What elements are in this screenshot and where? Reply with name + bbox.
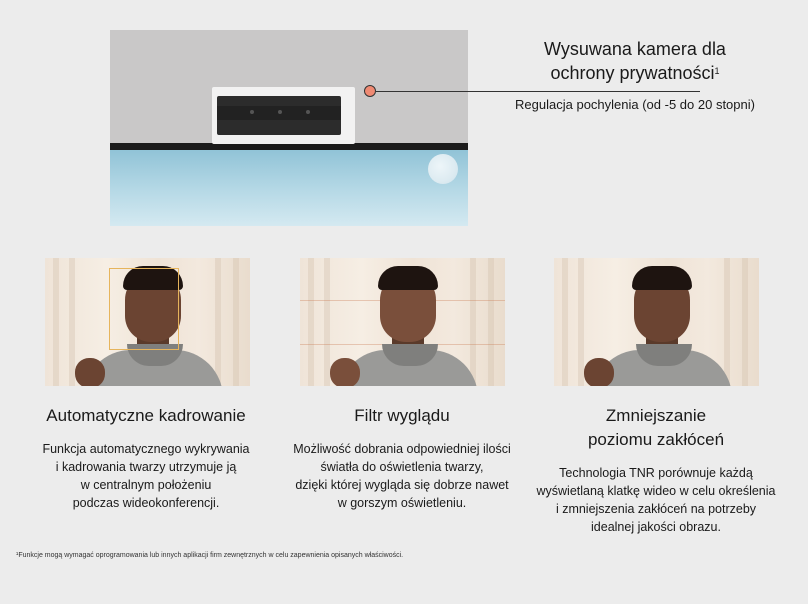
hero-title bbox=[470, 37, 800, 85]
camera-lens-icon bbox=[306, 110, 310, 114]
appearance-filter-photo bbox=[300, 258, 505, 386]
camera-lens-icon bbox=[250, 110, 254, 114]
feature-title-appearance-filter: Filtr wyglądu bbox=[354, 406, 450, 425]
noise-reduction-photo bbox=[554, 258, 759, 386]
moon-graphic bbox=[428, 154, 458, 184]
auto-framing-photo bbox=[45, 258, 250, 386]
feature-title-auto-framing: Automatyczne kadrowanie bbox=[46, 406, 246, 425]
hero-title-line2: ochrony prywatności$^1$ bbox=[550, 63, 720, 83]
hero-subtitle: Regulacja pochylenia (od -5 do 20 stopni) bbox=[515, 97, 755, 112]
callout-line bbox=[376, 91, 700, 92]
screen-sky bbox=[110, 148, 468, 226]
footnote-marker: 1 bbox=[714, 66, 720, 76]
feature-desc-noise-reduction: Technologia TNR porównuje każdą wyświetlaną klatkę wideo w celu określenia i zmniejszenia zakłóceń na potrzeby idealnej jakości obrazu. bbox=[536, 466, 776, 534]
hero-title-line1: Wysuwana kamera dla bbox=[544, 39, 726, 59]
camera-lens-icon bbox=[278, 110, 282, 114]
hero-camera-image bbox=[110, 30, 468, 226]
feature-title-noise-reduction: Zmniejszanie poziomu zakłóceń bbox=[587, 406, 725, 449]
callout-dot bbox=[364, 85, 376, 97]
feature-desc-auto-framing: Funkcja automatycznego wykrywania i kadrowania twarzy utrzymuje ją w centralnym położeniu podczas wideokonferencji. bbox=[42, 442, 250, 510]
footnote: ¹Funkcje mogą wymagać oprogramowania lub innych aplikacji firm zewnętrznych w celu zapewnienia opisanych właściwości. bbox=[16, 552, 404, 559]
monitor-bezel bbox=[110, 143, 468, 150]
face-detection-frame bbox=[109, 268, 179, 350]
feature-desc-appearance-filter: Możliwość dobrania odpowiedniej ilości światła do oświetlenia twarzy, dzięki której wygląda się dobrze nawet w gorszym oświetleniu. bbox=[293, 442, 511, 510]
